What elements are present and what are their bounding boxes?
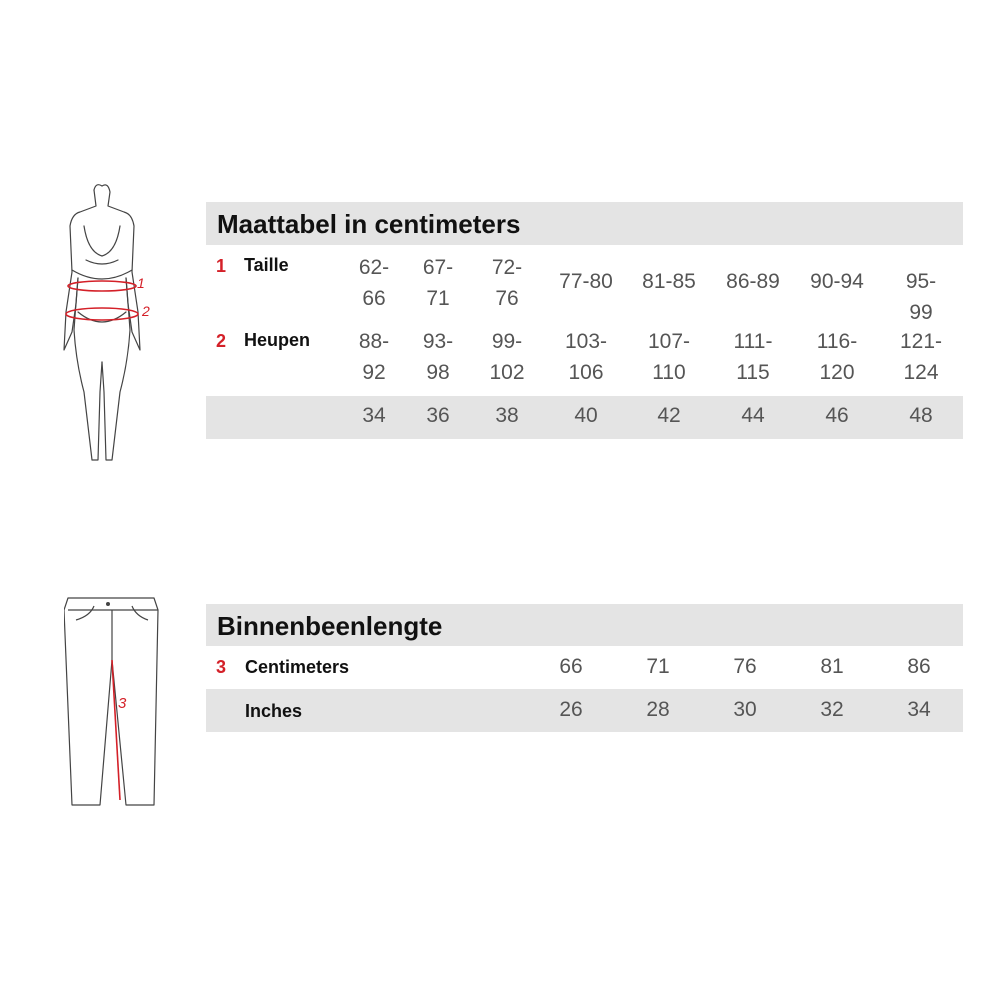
row-number-1: 1 <box>216 256 227 276</box>
table-cell: 93- 98 <box>422 330 454 384</box>
table-cell: 90-94 <box>810 270 864 293</box>
table-cell: 66 <box>559 655 583 678</box>
marker-3: 3 <box>118 695 127 712</box>
table-cell: 99- 102 <box>489 330 525 384</box>
row-label-centimeters: Centimeters <box>245 657 350 677</box>
table-cell: 38 <box>495 404 519 427</box>
table-cell: 111- 115 <box>733 330 773 384</box>
table-cell: 86-89 <box>726 270 780 293</box>
marker-2: 2 <box>142 303 150 319</box>
table-cell: 62- 66 <box>358 256 390 310</box>
table-cell: 30 <box>733 698 757 721</box>
table-cell: 107- 110 <box>647 330 691 384</box>
inseam-table-title: Binnenbeenlengte <box>217 611 443 641</box>
row-number-2: 2 <box>216 331 227 351</box>
table-cell: 32 <box>820 698 844 721</box>
table-cell: 76 <box>733 655 757 678</box>
table-cell: 36 <box>426 404 450 427</box>
row-label-taille: Taille <box>244 255 289 275</box>
table-cell: 34 <box>362 404 386 427</box>
table-cell: 103- 106 <box>564 330 608 384</box>
table-cell: 71 <box>646 655 670 678</box>
inseam-table <box>206 604 963 732</box>
trousers-inseam-figure-icon <box>64 590 164 810</box>
table-cell: 81 <box>820 655 844 678</box>
size-table <box>206 202 963 440</box>
table-cell: 116- 120 <box>816 330 858 384</box>
row-label-heupen: Heupen <box>244 330 311 350</box>
table-cell: 88- 92 <box>358 330 390 384</box>
table-cell: 42 <box>657 404 681 427</box>
table-cell: 26 <box>559 698 583 721</box>
table-cell: 67- 71 <box>422 256 454 310</box>
table-cell: 121- 124 <box>899 330 943 384</box>
size-table-title: Maattabel in centimeters <box>217 209 521 239</box>
table-cell: 86 <box>907 655 931 678</box>
table-cell: 46 <box>825 404 849 427</box>
table-cell: 44 <box>741 404 765 427</box>
row-label-inches: Inches <box>245 701 303 721</box>
marker-1: 1 <box>137 275 145 291</box>
table-cell: 72- 76 <box>491 256 523 310</box>
table-cell: 95-99 <box>905 270 937 324</box>
table-cell: 28 <box>646 698 670 721</box>
body-measurement-figure-icon <box>36 182 166 464</box>
row-number-3: 3 <box>216 657 227 677</box>
inches-row-band <box>206 689 963 732</box>
table-cell: 48 <box>909 404 933 427</box>
table-cell: 40 <box>574 404 598 427</box>
table-cell: 34 <box>907 698 931 721</box>
table-cell: 81-85 <box>642 270 696 293</box>
table-cell: 77-80 <box>559 270 613 293</box>
